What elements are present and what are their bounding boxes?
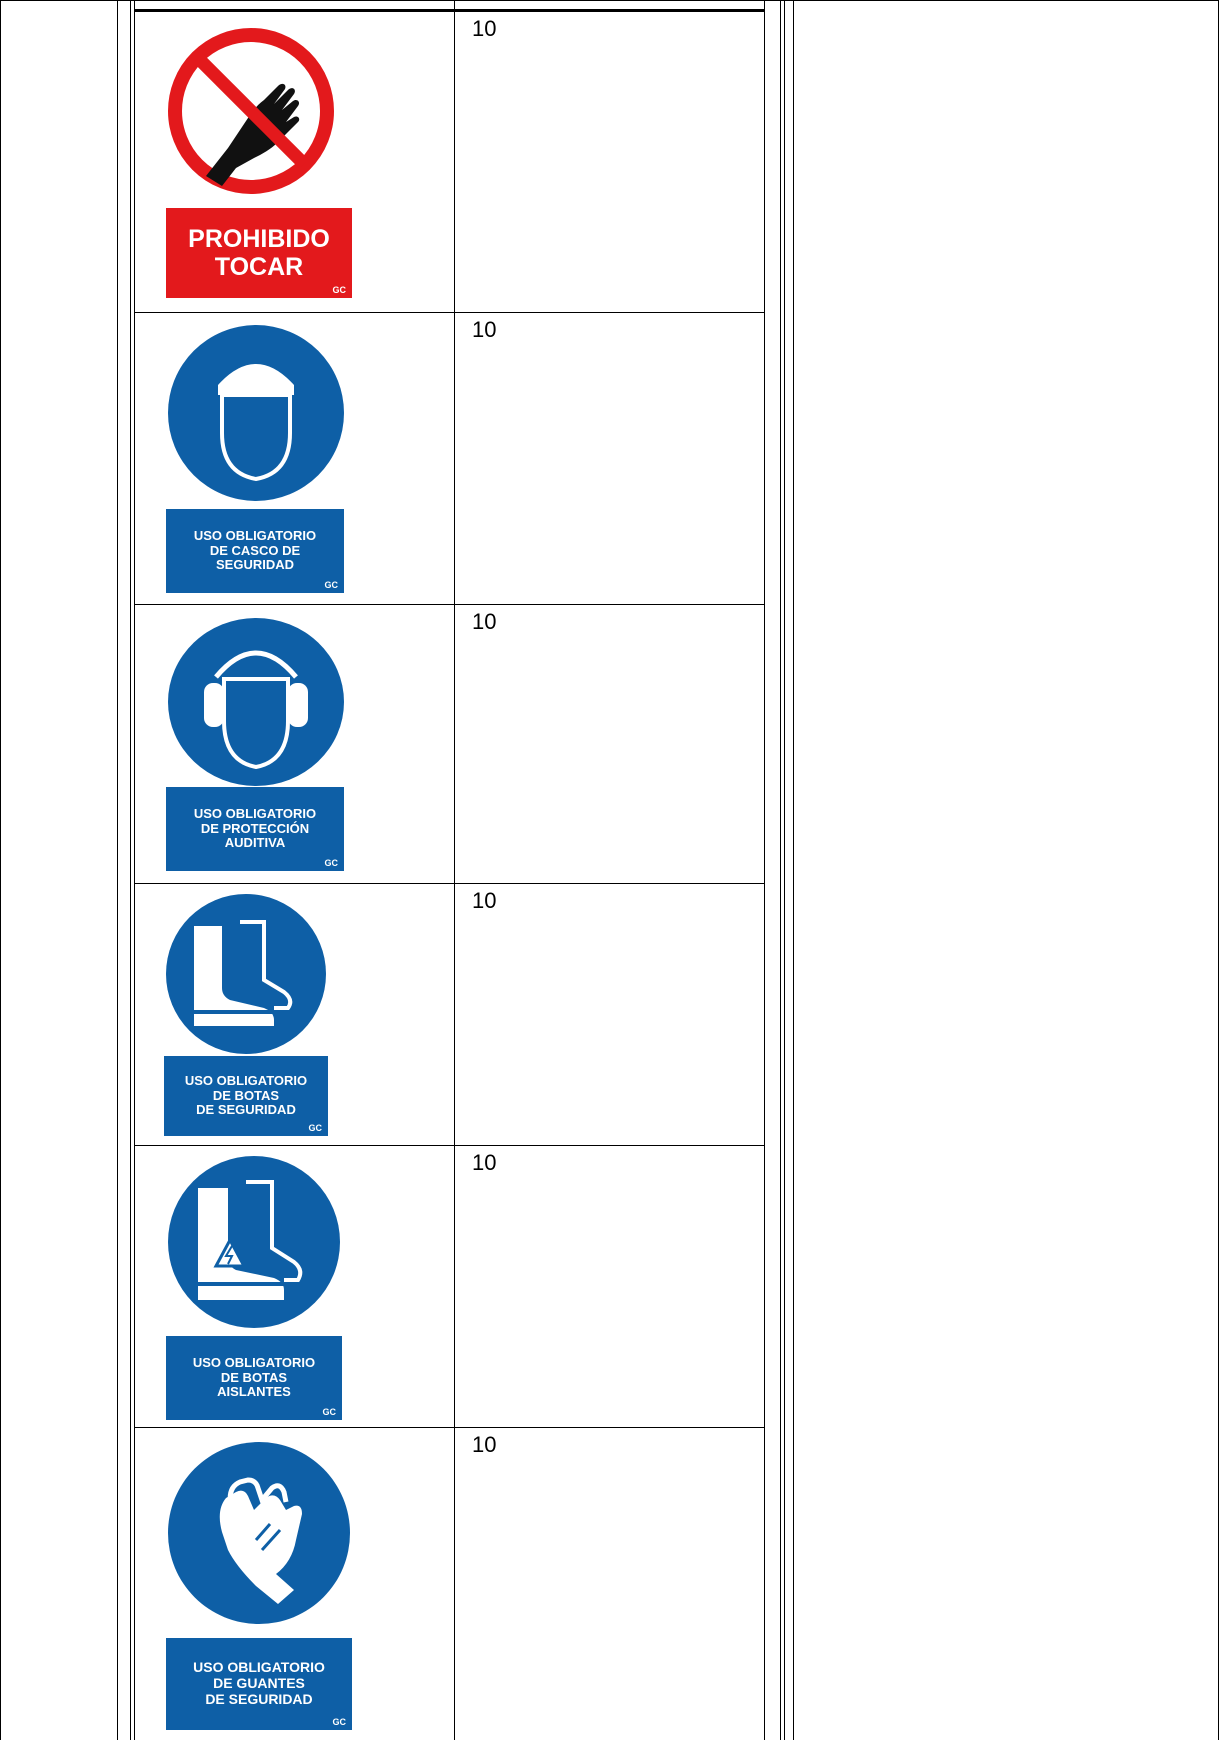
sign-panel-line: DE BOTAS	[220, 1369, 288, 1385]
quantity-cell: 10	[472, 16, 497, 41]
sign-panel-line: AUDITIVA	[224, 835, 286, 851]
sign-panel-line: DE CASCO DE	[209, 542, 301, 558]
table-row	[134, 605, 764, 883]
sign-panel-line: SEGURIDAD	[215, 557, 294, 573]
quantity-cell: 10	[472, 1150, 497, 1175]
table-row	[134, 1146, 764, 1427]
sign-cell	[134, 605, 454, 883]
sign-panel	[164, 1056, 328, 1136]
table-col-divider	[793, 0, 794, 1740]
sign-panel-line: PROHIBIDO	[188, 225, 330, 253]
sign-cell	[134, 1146, 454, 1427]
sign-panel	[166, 1336, 342, 1420]
quantity-cell: 10	[472, 888, 497, 913]
table-row	[134, 313, 764, 604]
sign-panel	[166, 1638, 352, 1730]
table-row	[134, 12, 764, 312]
sign-panel-line: AISLANTES	[217, 1384, 291, 1400]
sign-cell	[134, 12, 454, 312]
brand-mark: GC	[332, 284, 346, 295]
ear-protection-head-icon	[166, 617, 346, 787]
quantity-cell: 10	[472, 609, 497, 634]
table-row	[134, 1428, 764, 1740]
sign-panel-line: USO OBLIGATORIO	[192, 1355, 316, 1371]
sign-panel	[166, 787, 344, 871]
table-row	[134, 884, 764, 1145]
brand-mark: GC	[324, 579, 338, 590]
sign-panel-line: DE SEGURIDAD	[205, 1690, 313, 1707]
table-col-divider	[784, 0, 785, 1740]
brand-mark: GC	[332, 1716, 346, 1727]
sign-panel	[166, 208, 352, 298]
safety-boot-icon	[164, 892, 328, 1056]
brand-mark: GC	[322, 1406, 336, 1417]
sign-panel-line: DE BOTAS	[212, 1087, 280, 1103]
sign-panel-line: USO OBLIGATORIO	[193, 806, 317, 822]
table-col-divider	[117, 0, 118, 1740]
table-left-border	[0, 0, 1, 1740]
sign-panel-line: TOCAR	[214, 253, 304, 281]
sign-panel-line: USO OBLIGATORIO	[193, 528, 317, 544]
table-col-divider	[764, 0, 765, 1740]
sign-cell	[134, 1428, 454, 1740]
sign-cell	[134, 313, 454, 604]
sign-panel-line: USO OBLIGATORIO	[193, 1659, 325, 1676]
sign-cell	[134, 884, 454, 1145]
sign-panel	[166, 509, 344, 593]
brand-mark: GC	[308, 1122, 322, 1133]
sign-panel-line: DE PROTECCIÓN	[200, 820, 310, 836]
table-col-divider	[780, 0, 781, 1740]
sign-panel-line: DE GUANTES	[213, 1675, 305, 1692]
sign-panel-line: DE SEGURIDAD	[196, 1102, 296, 1118]
table-top-border	[0, 0, 1219, 1]
brand-mark: GC	[324, 857, 338, 868]
insulating-boot-icon	[166, 1154, 342, 1330]
safety-gloves-icon	[166, 1440, 352, 1626]
hard-hat-head-icon	[166, 323, 346, 503]
table-col-divider	[130, 0, 131, 1740]
quantity-cell: 10	[472, 317, 497, 342]
no-touch-hand-icon	[166, 26, 336, 196]
sign-panel-line: USO OBLIGATORIO	[184, 1073, 308, 1089]
quantity-cell: 10	[472, 1432, 497, 1457]
